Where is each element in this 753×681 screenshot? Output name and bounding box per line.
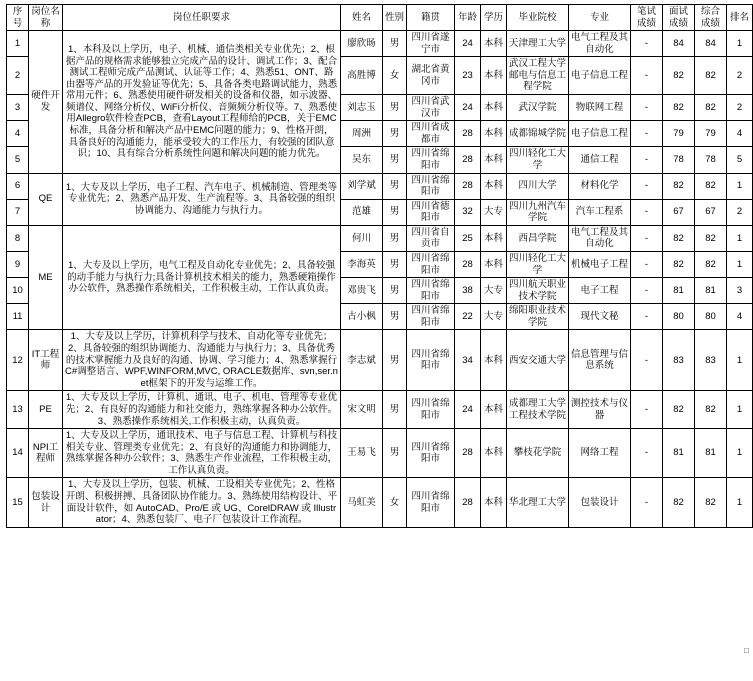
cell-age: 24: [455, 95, 481, 121]
cell-education: 本科: [481, 251, 507, 277]
cell-rank: 1: [727, 225, 753, 251]
cell-name: 范雄: [341, 199, 383, 225]
cell-education: 本科: [481, 330, 507, 391]
cell-no: 4: [7, 121, 29, 147]
header-interview-score: 面试成绩: [663, 5, 695, 31]
cell-school: 四川轻化工大学: [507, 251, 569, 277]
table-row: [7, 173, 753, 199]
cell-interview-score: 80: [663, 304, 695, 330]
cell-post-name: NPI工程师: [29, 429, 63, 478]
cell-no: 14: [7, 429, 29, 478]
cell-no: 5: [7, 147, 29, 173]
cell-requirement: 1、大专及以上学历，电气工程及自动化专业优先；2、具备较强的动手能力与执行力;具备计算机技术相关的能力，熟悉硬箱操作办公软件，熟悉操作系统相关，工作积极主动，工作认真负责。: [63, 225, 341, 330]
cell-major: 物联网工程: [569, 95, 631, 121]
cell-rank: 1: [727, 429, 753, 478]
cell-written-score: -: [631, 95, 663, 121]
cell-school: 绵阳职业技术学院: [507, 304, 569, 330]
cell-written-score: -: [631, 121, 663, 147]
cell-sex: 男: [383, 95, 407, 121]
cell-sex: 男: [383, 278, 407, 304]
cell-sex: 男: [383, 199, 407, 225]
cell-education: 本科: [481, 225, 507, 251]
cell-education: 本科: [481, 147, 507, 173]
table-body: [7, 31, 753, 528]
cell-home: 四川省绵阳市: [407, 173, 455, 199]
cell-post-name: ME: [29, 225, 63, 330]
table-row: [7, 478, 753, 527]
cell-rank: 2: [727, 199, 753, 225]
cell-total-score: 81: [695, 278, 727, 304]
cell-age: 28: [455, 429, 481, 478]
header-no: 序号: [7, 5, 29, 31]
cell-written-score: -: [631, 478, 663, 527]
cell-name: 邓贵飞: [341, 278, 383, 304]
cell-home: 四川省绵阳市: [407, 147, 455, 173]
cell-major: 机械电子工程: [569, 251, 631, 277]
cell-home: 湖北省黄冈市: [407, 57, 455, 95]
cell-written-score: -: [631, 147, 663, 173]
cell-interview-score: 79: [663, 121, 695, 147]
cell-interview-score: 82: [663, 95, 695, 121]
cell-school: 西安交通大学: [507, 330, 569, 391]
cell-no: 2: [7, 57, 29, 95]
cell-no: 15: [7, 478, 29, 527]
cell-school: 四川轻化工大学: [507, 147, 569, 173]
cell-rank: 4: [727, 121, 753, 147]
cell-rank: 1: [727, 391, 753, 429]
cell-requirement: 1、大专及以上学历，包装、机械、工设相关专业优先；2、性格开朗、积极拼搏、具备团队协作能力。3、熟练使用结构设计、平面设计软件，如 AutoCAD、Pro/E 或 UG、CorelDRAW 或 Illustrator；4、熟悉包装厂、电子厂包装设计工作流程。: [63, 478, 341, 527]
cell-name: 廖欣旸: [341, 31, 383, 57]
cell-rank: 1: [727, 251, 753, 277]
cell-name: 马虹美: [341, 478, 383, 527]
cell-sex: 男: [383, 330, 407, 391]
cell-post-name: QE: [29, 173, 63, 225]
cell-rank: 5: [727, 147, 753, 173]
cell-school: 成都理工大学工程技术学院: [507, 391, 569, 429]
cell-no: 13: [7, 391, 29, 429]
cell-total-score: 82: [695, 225, 727, 251]
cell-interview-score: 81: [663, 429, 695, 478]
header-written-score: 笔试成绩: [631, 5, 663, 31]
cell-interview-score: 81: [663, 278, 695, 304]
header-total-score: 综合成绩: [695, 5, 727, 31]
cell-age: 28: [455, 121, 481, 147]
header-home: 籍贯: [407, 5, 455, 31]
table-row: [7, 429, 753, 478]
cell-total-score: 78: [695, 147, 727, 173]
cell-sex: 女: [383, 57, 407, 95]
header-requirement: 岗位任职要求: [63, 5, 341, 31]
cell-major: 电子信息工程: [569, 57, 631, 95]
cell-age: 28: [455, 147, 481, 173]
cell-education: 本科: [481, 121, 507, 147]
cell-name: 王易飞: [341, 429, 383, 478]
cell-requirement: 1、大专及以上学历，计算机科学与技术、自动化等专业优先；2、具备较强的组织协调能力、沟通能力与执行力；3、具备优秀的技术掌握能力及良好的沟通、协调、学习能力；4、熟悉掌握行C#调整语言、WPF,WINFORM,MVC, ORACLE数据库、svn,ser.net框架下的开发与运维工作。: [63, 330, 341, 391]
cell-education: 本科: [481, 31, 507, 57]
cell-rank: 2: [727, 95, 753, 121]
cell-interview-score: 82: [663, 173, 695, 199]
cell-written-score: -: [631, 31, 663, 57]
cell-interview-score: 82: [663, 391, 695, 429]
cell-school: 武汉学院: [507, 95, 569, 121]
cell-interview-score: 82: [663, 225, 695, 251]
cell-written-score: -: [631, 251, 663, 277]
cell-major: 包装设计: [569, 478, 631, 527]
cell-major: 网络工程: [569, 429, 631, 478]
cell-home: 四川省德阳市: [407, 199, 455, 225]
cell-name: 周洲: [341, 121, 383, 147]
cell-age: 28: [455, 478, 481, 527]
cell-sex: 男: [383, 251, 407, 277]
cell-name: 李志斌: [341, 330, 383, 391]
cell-no: 11: [7, 304, 29, 330]
header-dept: 岗位名称: [29, 5, 63, 31]
cell-total-score: 82: [695, 251, 727, 277]
cell-rank: 1: [727, 173, 753, 199]
cell-home: 四川省绵阳市: [407, 478, 455, 527]
table-row: [7, 391, 753, 429]
cell-no: 8: [7, 225, 29, 251]
cell-rank: 1: [727, 478, 753, 527]
cell-written-score: -: [631, 199, 663, 225]
cell-name: 宋文明: [341, 391, 383, 429]
cell-home: 四川省自贡市: [407, 225, 455, 251]
cell-interview-score: 82: [663, 57, 695, 95]
cell-no: 6: [7, 173, 29, 199]
cell-home: 四川省绵阳市: [407, 391, 455, 429]
cell-no: 9: [7, 251, 29, 277]
cell-total-score: 81: [695, 429, 727, 478]
cell-education: 本科: [481, 391, 507, 429]
cell-no: 3: [7, 95, 29, 121]
cell-requirement: 1、大专及以上学历，通讯技术、电子与信息工程、计算机与科技相关专业、管理类专业优先；2、有良好的沟通能力和协调能力，熟练掌握各种办公软件；3、熟悉生产作业流程，工作积极主动，工作认真负责。: [63, 429, 341, 478]
cell-no: 12: [7, 330, 29, 391]
cell-school: 天津理工大学: [507, 31, 569, 57]
cell-school: 四川九州汽车学院: [507, 199, 569, 225]
cell-written-score: -: [631, 225, 663, 251]
header-rank: 排名: [727, 5, 753, 31]
cell-major: 电子信息工程: [569, 121, 631, 147]
header-name: 姓名: [341, 5, 383, 31]
cell-sex: 男: [383, 147, 407, 173]
cell-age: 22: [455, 304, 481, 330]
cell-name: 古小枫: [341, 304, 383, 330]
cell-sex: 男: [383, 31, 407, 57]
cell-name: 吴东: [341, 147, 383, 173]
cell-no: 1: [7, 31, 29, 57]
cell-major: 材料化学: [569, 173, 631, 199]
cell-interview-score: 82: [663, 251, 695, 277]
cell-school: 华北理工大学: [507, 478, 569, 527]
cell-age: 34: [455, 330, 481, 391]
cell-sex: 男: [383, 121, 407, 147]
cell-sex: 男: [383, 304, 407, 330]
cell-sex: 男: [383, 429, 407, 478]
cell-major: 电气工程及其自动化: [569, 225, 631, 251]
cell-school: 成都锦城学院: [507, 121, 569, 147]
cell-education: 本科: [481, 95, 507, 121]
cell-major: 测控技术与仪器: [569, 391, 631, 429]
cell-rank: 4: [727, 304, 753, 330]
cell-written-score: -: [631, 278, 663, 304]
cell-education: 大专: [481, 199, 507, 225]
cell-education: 大专: [481, 278, 507, 304]
cell-home: 四川省绵阳市: [407, 278, 455, 304]
table-row: [7, 225, 753, 251]
cell-education: 本科: [481, 173, 507, 199]
header-school: 毕业院校: [507, 5, 569, 31]
cell-age: 24: [455, 391, 481, 429]
cell-post-name: IT工程师: [29, 330, 63, 391]
cell-age: 28: [455, 251, 481, 277]
cell-written-score: -: [631, 391, 663, 429]
corner-mark: □: [744, 646, 749, 655]
cell-home: 四川省武汉市: [407, 95, 455, 121]
cell-interview-score: 83: [663, 330, 695, 391]
cell-age: 32: [455, 199, 481, 225]
cell-major: 信息管理与信息系统: [569, 330, 631, 391]
cell-no: 10: [7, 278, 29, 304]
cell-home: 四川省遂宁市: [407, 31, 455, 57]
cell-home: 四川省绵阳市: [407, 429, 455, 478]
cell-sex: 男: [383, 173, 407, 199]
cell-major: 现代文秘: [569, 304, 631, 330]
cell-interview-score: 67: [663, 199, 695, 225]
header-age: 年龄: [455, 5, 481, 31]
cell-interview-score: 78: [663, 147, 695, 173]
cell-interview-score: 84: [663, 31, 695, 57]
cell-school: 武汉工程大学邮电与信息工程学院: [507, 57, 569, 95]
cell-total-score: 79: [695, 121, 727, 147]
cell-written-score: -: [631, 330, 663, 391]
cell-sex: 男: [383, 225, 407, 251]
cell-total-score: 84: [695, 31, 727, 57]
table-header: [7, 5, 753, 31]
cell-rank: 1: [727, 330, 753, 391]
cell-post-name: 包装设计: [29, 478, 63, 527]
cell-name: 何川: [341, 225, 383, 251]
cell-post-name: PE: [29, 391, 63, 429]
cell-interview-score: 82: [663, 478, 695, 527]
cell-total-score: 82: [695, 173, 727, 199]
cell-age: 23: [455, 57, 481, 95]
cell-home: 四川省绵阳市: [407, 330, 455, 391]
table-row: [7, 330, 753, 391]
cell-total-score: 83: [695, 330, 727, 391]
cell-major: 通信工程: [569, 147, 631, 173]
cell-age: 25: [455, 225, 481, 251]
cell-education: 大专: [481, 304, 507, 330]
header-row: [7, 5, 753, 31]
header-sex: 性别: [383, 5, 407, 31]
cell-education: 本科: [481, 429, 507, 478]
header-major: 专业: [569, 5, 631, 31]
cell-post-name: 硬件开发: [29, 31, 63, 173]
cell-school: 攀枝花学院: [507, 429, 569, 478]
cell-sex: 女: [383, 478, 407, 527]
cell-major: 电子工程: [569, 278, 631, 304]
cell-education: 本科: [481, 478, 507, 527]
cell-written-score: -: [631, 57, 663, 95]
cell-total-score: 82: [695, 391, 727, 429]
header-education: 学历: [481, 5, 507, 31]
cell-home: 四川省绵阳市: [407, 251, 455, 277]
cell-total-score: 82: [695, 95, 727, 121]
cell-rank: 2: [727, 57, 753, 95]
candidate-table: [6, 4, 753, 528]
cell-requirement: 1、大专及以上学历，计算机、通讯、电子、机电、管理等专业优先；2、有良好的沟通能力和社交能力，熟练掌握各种办公软件。3、熟悉操作系统相关,工作积极主动，认真负责。: [63, 391, 341, 429]
cell-written-score: -: [631, 304, 663, 330]
cell-school: 四川航天职业技术学院: [507, 278, 569, 304]
cell-home: 四川省成都市: [407, 121, 455, 147]
cell-requirement: 1、本科及以上学历，电子、机械、通信类相关专业优先；2、根据产品的规格需求能够独立完成产品的设计、调试工作；3、配合测试工程师完成产品测试、认证等工作；4、熟悉51、ONT、路由器等产品的开发验证等优先；5、具备各类电路调试能力，熟悉常用元件；6、熟悉使用硬件研发相关的设备和仪器，如示波器、频谱仪、网络分析仪、WiFi分析仪、音频频分析仪等。7、熟悉使用Allegro软件检查PCB，查看Layout工程师给的PCB，关于EMC标准，具备分析和解决产品中EMC问题的能力；9、性格开朗，具备良好的沟通能力，能承受较大的工作压力，有较强的团队意识；10、具有综合分析系统性问题和解决问题的能力优先。: [63, 31, 341, 173]
cell-age: 28: [455, 173, 481, 199]
cell-major: 电气工程及其自动化: [569, 31, 631, 57]
cell-total-score: 82: [695, 57, 727, 95]
cell-sex: 男: [383, 391, 407, 429]
cell-written-score: -: [631, 429, 663, 478]
cell-major: 汽车工程系: [569, 199, 631, 225]
cell-age: 24: [455, 31, 481, 57]
cell-education: 本科: [481, 57, 507, 95]
cell-no: 7: [7, 199, 29, 225]
cell-total-score: 67: [695, 199, 727, 225]
cell-home: 四川省绵阳市: [407, 304, 455, 330]
cell-school: 四川大学: [507, 173, 569, 199]
cell-rank: 1: [727, 31, 753, 57]
table-row: [7, 31, 753, 57]
cell-total-score: 80: [695, 304, 727, 330]
cell-name: 高胜博: [341, 57, 383, 95]
cell-written-score: -: [631, 173, 663, 199]
cell-rank: 3: [727, 278, 753, 304]
cell-total-score: 82: [695, 478, 727, 527]
cell-requirement: 1、大专及以上学历，电子工程、汽车电子、机械制造、管理类等专业优先；2、熟悉产品开发、生产流程等。3、具备较强的组织协调能力、沟通能力与执行力。: [63, 173, 341, 225]
cell-school: 西昌学院: [507, 225, 569, 251]
cell-age: 38: [455, 278, 481, 304]
cell-name: 李海英: [341, 251, 383, 277]
cell-name: 刘学斌: [341, 173, 383, 199]
cell-name: 刘志玉: [341, 95, 383, 121]
